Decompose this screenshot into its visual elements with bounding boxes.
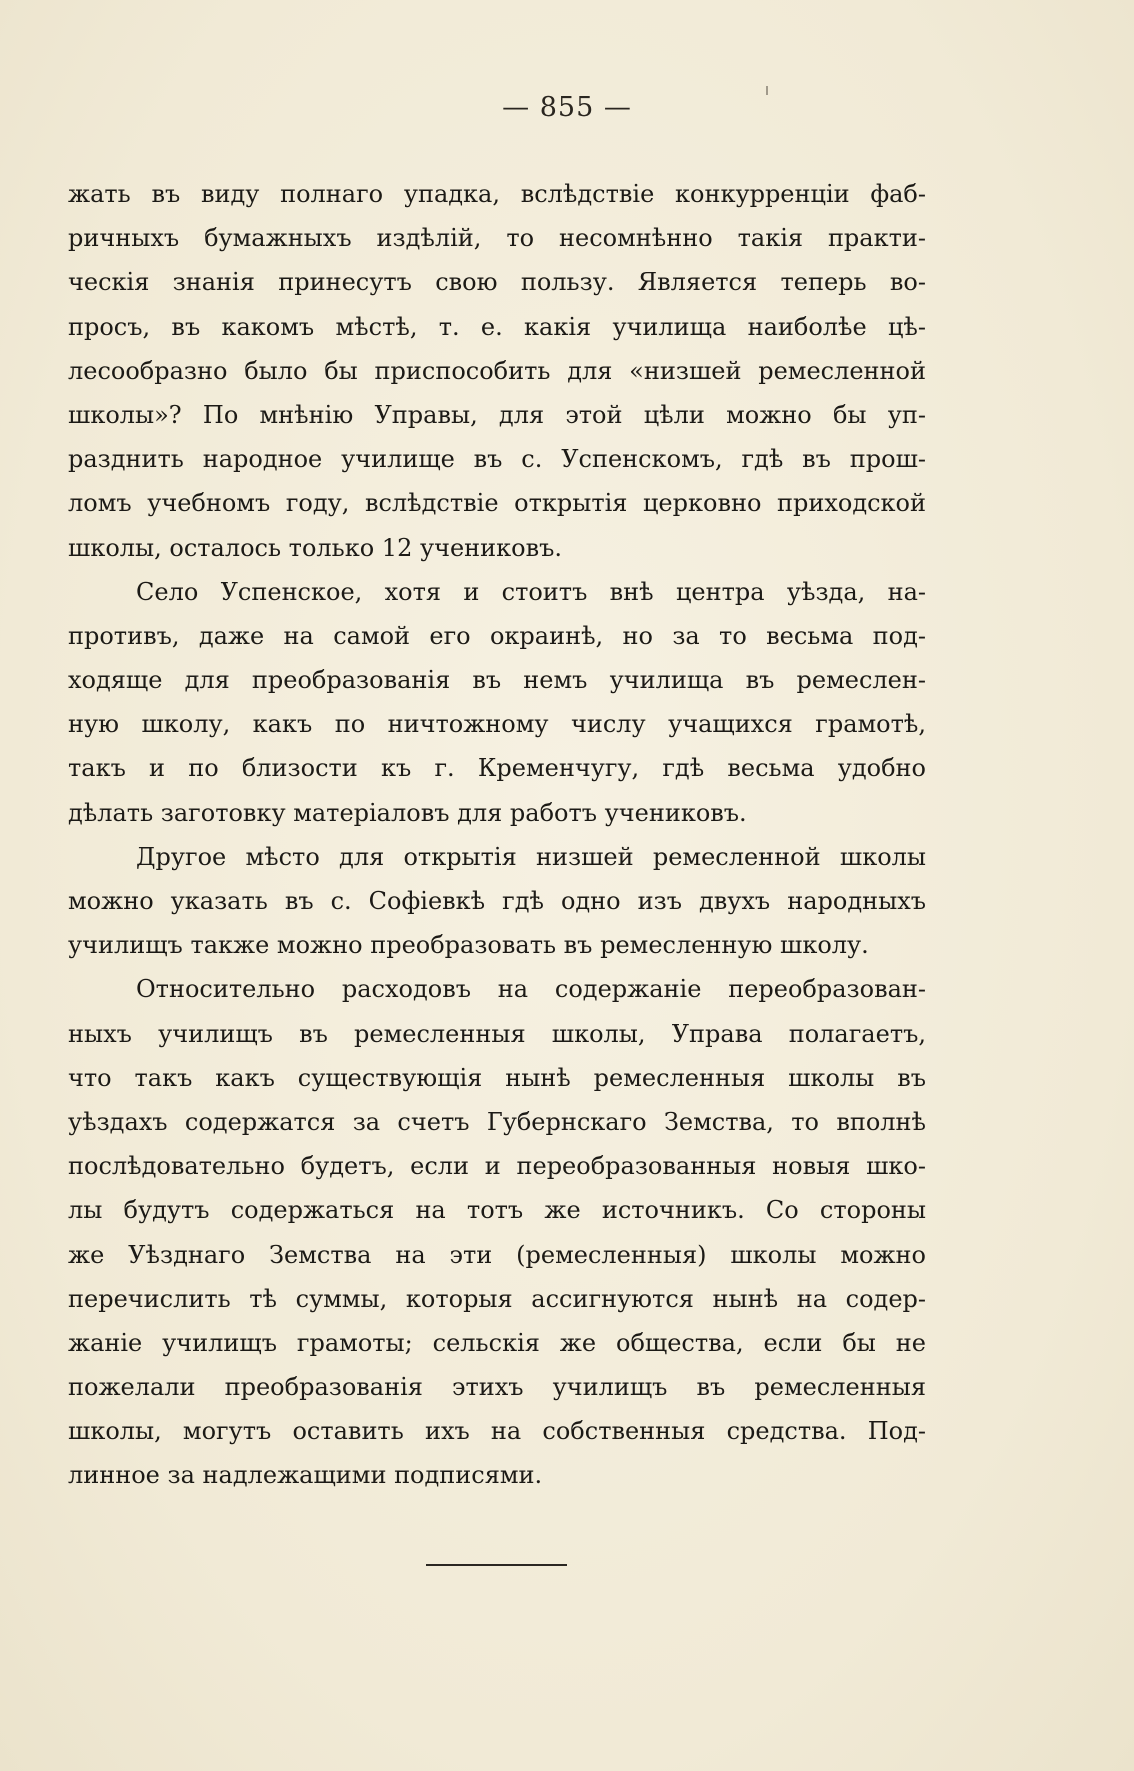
text-line: ныхъ училищъ въ ремесленныя школы, Управа полагаетъ, <box>68 1019 926 1048</box>
text-line: ричныхъ бумажныхъ издѣлій, то несомнѣнно такія практи- <box>68 224 926 253</box>
text-line: школы»? По мнѣнію Управы, для этой цѣли можно бы уп- <box>68 400 926 429</box>
paragraph <box>68 835 926 968</box>
text-line: Другое мѣсто для открытія низшей ремесленной школы <box>136 842 926 871</box>
text-line: школы, могутъ оставить ихъ на собственныя средства. Под- <box>68 1417 926 1446</box>
text-line: что такъ какъ существующія нынѣ ремесленныя школы въ <box>68 1063 926 1092</box>
text-line: жать въ виду полнаго упадка, вслѣдствіе конкурренціи фаб- <box>68 180 926 208</box>
text-line: училищъ также можно преобразовать въ ремесленную школу. <box>68 931 869 960</box>
text-line: ную школу, какъ по ничтожному числу учащихся грамотѣ, <box>68 710 926 739</box>
paragraph <box>68 172 926 570</box>
text-line: жаніе училищъ грамоты; сельскія же общества, если бы не <box>68 1328 926 1357</box>
text-line: просъ, въ какомъ мѣстѣ, т. е. какія училища наиболѣе цѣ- <box>68 312 926 341</box>
text-line: Относительно расходовъ на содержаніе переобразован- <box>136 975 926 1004</box>
closing-rule <box>426 1564 567 1566</box>
text-line: Село Успенское, хотя и стоитъ внѣ центра уѣзда, на- <box>136 577 926 606</box>
text-line: уѣздахъ содержатся за счетъ Губернскаго Земства, то вполнѣ <box>68 1107 926 1136</box>
text-line: пожелали преобразованія этихъ училищъ въ ремесленныя <box>68 1373 926 1402</box>
text-line: противъ, даже на самой его окраинѣ, но за то весьма под- <box>68 621 926 650</box>
text-line: же Уѣзднаго Земства на эти (ремесленныя) школы можно <box>68 1240 926 1269</box>
paragraph <box>68 570 926 835</box>
text-line: лы будутъ содержаться на тотъ же источникъ. Со стороны <box>68 1196 926 1225</box>
paragraph <box>68 967 926 1497</box>
text-line: ходяще для преобразованія въ немъ училища въ ремеслен- <box>68 666 926 695</box>
text-line: школы, осталось только 12 учениковъ. <box>68 533 563 562</box>
body-text <box>68 172 926 1498</box>
text-line: послѣдовательно будетъ, если и переобразованныя новыя шко- <box>68 1152 926 1181</box>
text-line: лесообразно было бы приспособить для «низшей ремесленной <box>68 356 926 385</box>
text-line: разднить народное училище въ с. Успенскомъ, гдѣ въ прош- <box>68 445 926 474</box>
text-line: дѣлать заготовку матеріаловъ для работъ учениковъ. <box>68 798 747 827</box>
page-number: — 855 — <box>502 92 632 123</box>
text-line: ломъ учебномъ году, вслѣдствіе открытія церковно приходской <box>68 489 926 518</box>
text-line: можно указать въ с. Софіевкѣ гдѣ одно изъ двухъ народныхъ <box>68 887 926 915</box>
text-line: перечислить тѣ суммы, которыя ассигнуются нынѣ на содер- <box>68 1284 926 1313</box>
text-line: ческія знанія принесутъ свою пользу. Является теперь во- <box>68 268 926 297</box>
text-line: линное за надлежащими подписями. <box>68 1461 543 1490</box>
text-line: такъ и по близости къ г. Кременчугу, гдѣ весьма удобно <box>68 754 926 783</box>
